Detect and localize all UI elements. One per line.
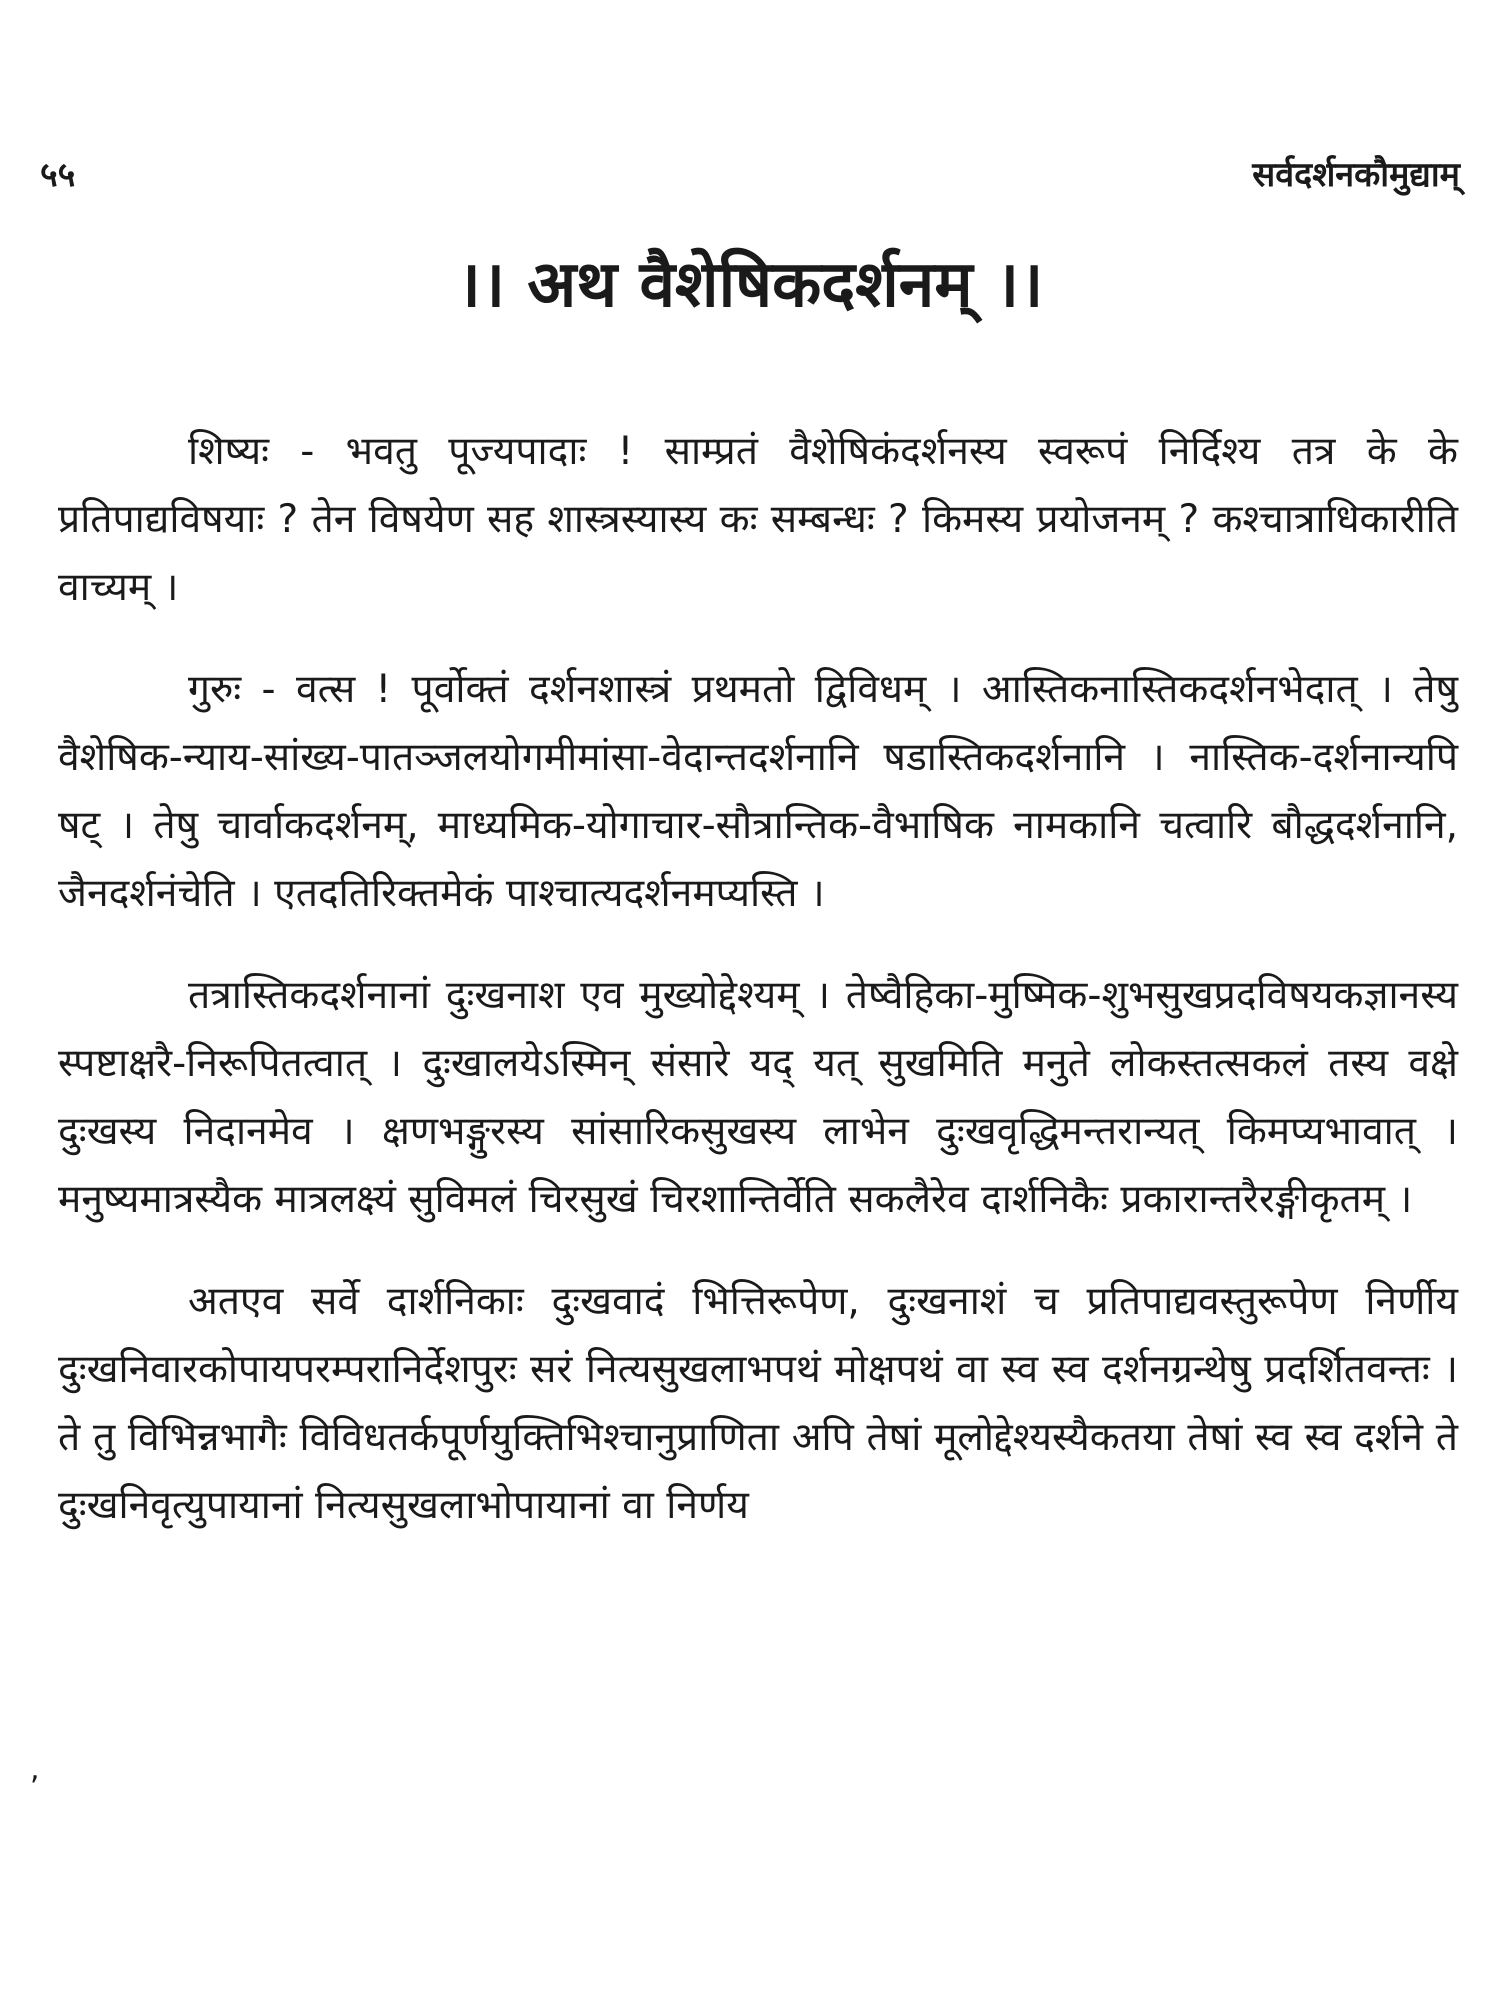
- running-header: सर्वदर्शनकौमुद्याम्: [1252, 155, 1460, 195]
- paragraph-astika-goal: तत्रास्तिकदर्शनानां दुःखनाश एव मुख्योद्देश्यम् । तेष्वैहिका-मुष्मिक-शुभसुखप्रदविषयकज्ञानस्य स्पष्टाक्षरै-निरूपितत्वात् । दुःखालयेऽस्मिन् संसारे यद् यत् सुखमिति मनुते लोकस्तत्सकलं तस्य वक्षे दुःखस्य निदानमेव । क्षणभङ्गुरस्य सांसारिकसुखस्य लाभेन दुःखवृद्धिमन्तरान्यत् किमप्यभावात् । मनुष्यमात्रस्यैक मात्रलक्ष्यं सुविमलं चिरसुखं चिरशान्तिर्वेति सकलैरेव दार्शनिकैः प्रकारान्तरैरङ्गीकृतम् ।: [58, 973, 1458, 1222]
- stray-ink-mark: ,: [30, 1752, 40, 1787]
- paragraph-guru-answer: गुरुः - वत्स ! पूर्वोक्तं दर्शनशास्त्रं प्रथमतो द्विविधम् । आस्तिकनास्तिकदर्शनभेदात् । तेषु वैशेषिक-न्याय-सांख्य-पातञ्जलयोगमीमांसा-वेदान्तदर्शनानि षडास्तिकदर्शनानि । नास्तिक-दर्शनान्यपि षट् । तेषु चार्वाकदर्शनम्, माध्यमिक-योगाचार-सौत्रान्तिक-वैभाषिक नामकानि चत्वारि बौद्धदर्शनानि, जैनदर्शनंचेति । एतदतिरिक्तमेकं पाश्चात्यदर्शनमप्यस्ति ।: [58, 667, 1458, 916]
- paragraph-disciple-question: शिष्यः - भवतु पूज्यपादाः ! साम्प्रतं वैशेषिकंदर्शनस्य स्वरूपं निर्दिश्य तत्र के के प्रतिपाद्यविषयाः ? तेन विषयेण सह शास्त्रस्यास्य कः सम्बन्धः ? किमस्य प्रयोजनम् ? कश्चात्राधिकारीति वाच्यम् ।: [58, 429, 1458, 610]
- page-number: ५५: [40, 155, 76, 195]
- body-text: [58, 418, 1458, 1574]
- chapter-title: ।। अथ वैशेषिकदर्शनम् ।।: [456, 248, 1044, 322]
- paragraph-philosophers: अतएव सर्वे दार्शनिकाः दुःखवादं भित्तिरूपेण, दुःखनाशं च प्रतिपाद्यवस्तुरूपेण निर्णीय दुःखनिवारकोपायपरम्परानिर्देशपुरः सरं नित्यसुखलाभपथं मोक्षपथं वा स्व स्व दर्शनग्रन्थेषु प्रदर्शितवन्तः । ते तु विभिन्नभागैः विविधतर्कपूर्णयुक्तिभिश्चानुप्राणिता अपि तेषां मूलोद्देश्यस्यैकतया तेषां स्व स्व दर्शने ते दुःखनिवृत्युपायानां नित्यसुखलाभोपायानां वा निर्णय: [58, 1279, 1458, 1528]
